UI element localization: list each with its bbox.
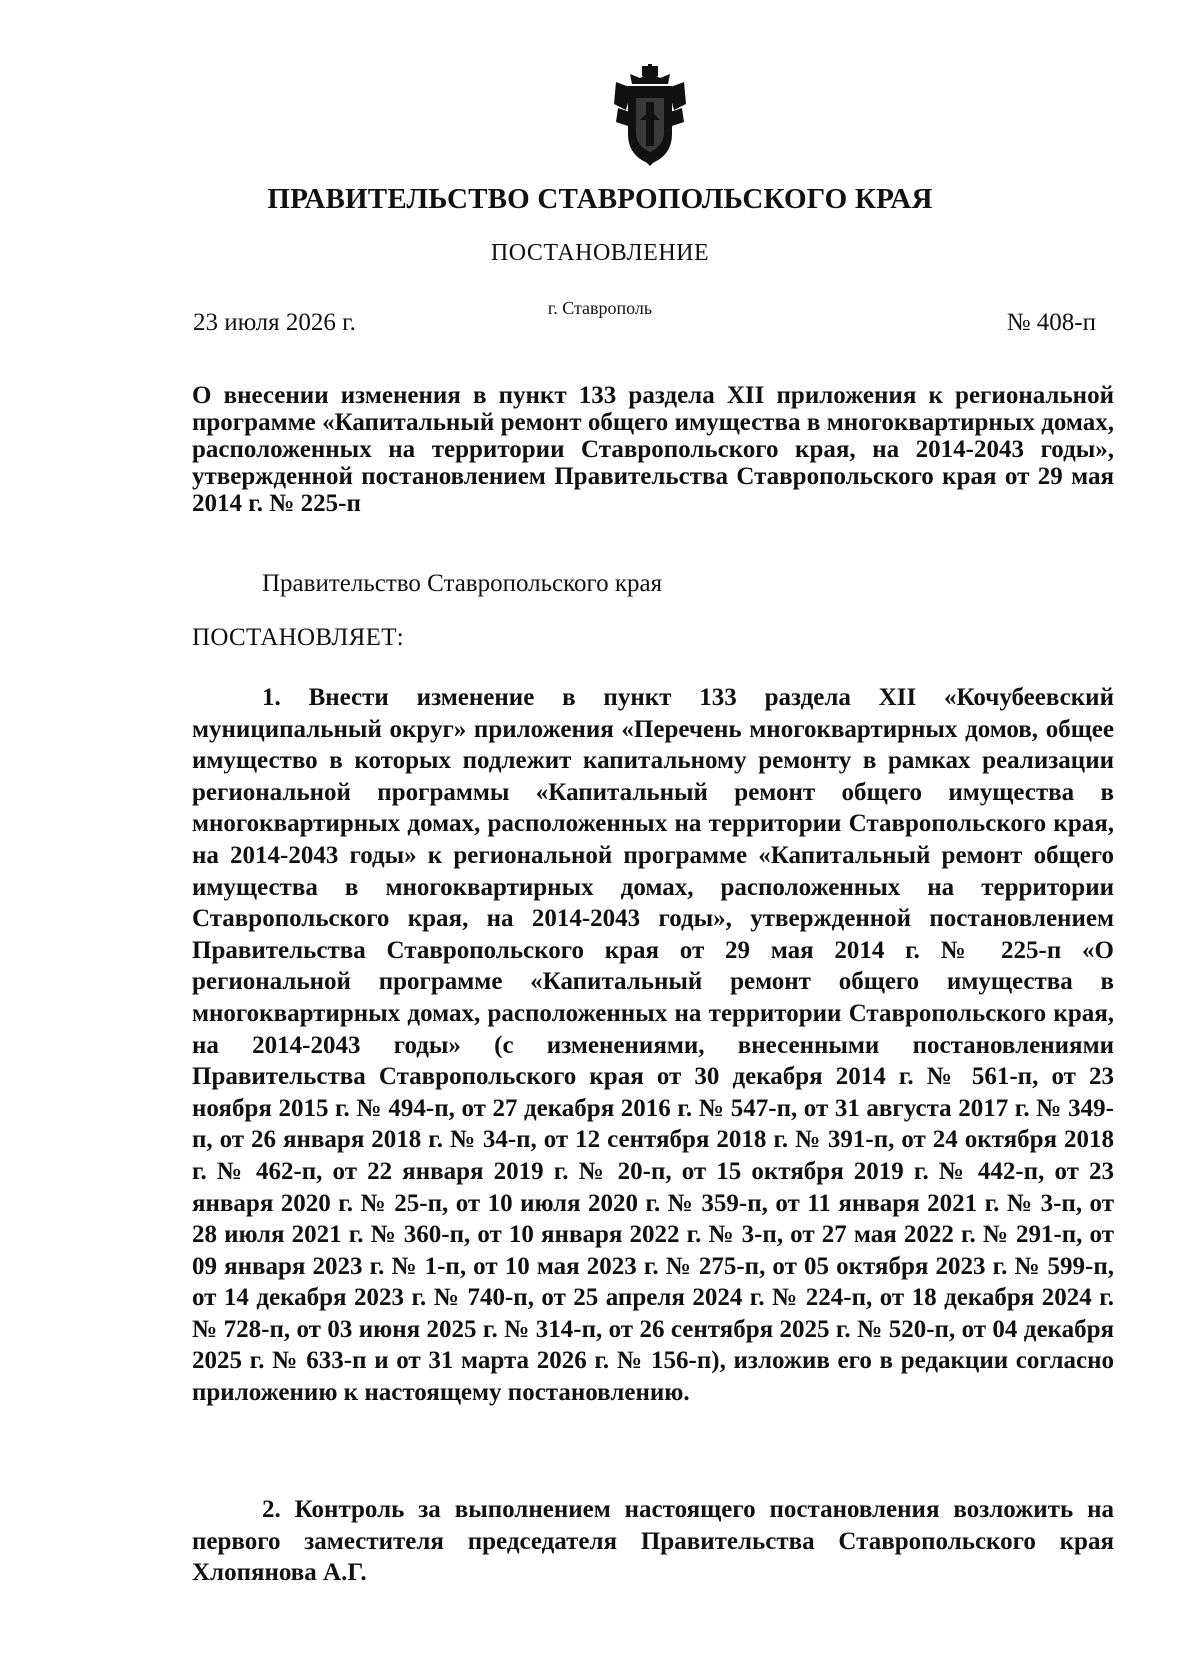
government-title: ПРАВИТЕЛЬСТВО СТАВРОПОЛЬСКОГО КРАЯ: [267, 183, 933, 215]
document-subject: О внесении изменения в пункт 133 раздела XII приложения к региональной программе «Капитальный ремонт общего имущества в многоквартирных домах, расположенных на территории Ставропольского края, на 2014-2043 годы», утвержденной постановлением Правительства Ставропольского края от 29 мая 2014 г. № 225-п: [192, 382, 1114, 517]
paragraph-1: 1. Внести изменение в пункт 133 раздела XII «Кочубеевский муниципальный округ» приложения «Перечень многоквартирных домов, общее имущество в которых подлежит капитальному ремонту в рамках реализации региональной программы «Капитальный ремонт общего имущества в многоквартирных домах, расположенных на территории Ставропольского края, на 2014-2043 годы» к региональной программе «Капитальный ремонт общего имущества в многоквартирных домах, расположенных на территории Ставропольского края, на 2014-2043 годы», утвержденной постановлением Правительства Ставропольского края от 29 мая 2014 г. № 225-п «О региональной программе «Капитальный ремонт общего имущества в многоквартирных домах, расположенных на территории Ставропольского края, на 2014-2043 годы» (с изменениями, внесенными постановлениями Правительства Ставропольского края от 30 декабря 2014 г. № 561-п, от 23 ноября 2015 г. № 494-п, от 27 декабря 2016 г. № 547-п, от 31 августа 2017 г. № 349-п, от 26 января 2018 г. № 34-п, от 12 сентября 2018 г. № 391-п, от 24 октября 2018 г. № 462-п, от 22 января 2019 г. № 20-п, от 15 октября 2019 г. № 442-п, от 23 января 2020 г. № 25-п, от 10 июля 2020 г. № 359-п, от 11 января 2021 г. № 3-п, от 28 июля 2021 г. № 360-п, от 10 января 2022 г. № 3-п, от 27 мая 2022 г. № 291-п, от 09 января 2023 г. № 1-п, от 10 мая 2023 г. № 275-п, от 05 октября 2023 г. № 599-п, от 14 декабря 2023 г. № 740-п, от 25 апреля 2024 г. № 224-п, от 18 декабря 2024 г. № 728-п, от 03 июня 2025 г. № 314-п, от 26 сентября 2025 г. № 520-п, от 04 декабря 2025 г. № 633-п и от 31 марта 2026 г. № 156-п), изложив его в редакции согласно приложению к настоящему постановлению.: [192, 684, 1114, 1407]
document-date: 23 июля 2026 г.: [193, 309, 356, 336]
paragraph-2: 2. Контроль за выполнением настоящего постановления возложить на первого заместителя председателя Правительства Ставропольского края Хлопянова А.Г.: [192, 1496, 1114, 1587]
preamble: Правительство Ставропольского края: [262, 570, 663, 597]
document-type: ПОСТАНОВЛЕНИЕ: [490, 240, 710, 266]
document-number: № 408-п: [1006, 309, 1096, 336]
coat-of-arms-icon: [612, 64, 688, 166]
document-city: г. Ставрополь: [547, 298, 653, 318]
resolves-heading: ПОСТАНОВЛЯЕТ:: [192, 624, 405, 651]
